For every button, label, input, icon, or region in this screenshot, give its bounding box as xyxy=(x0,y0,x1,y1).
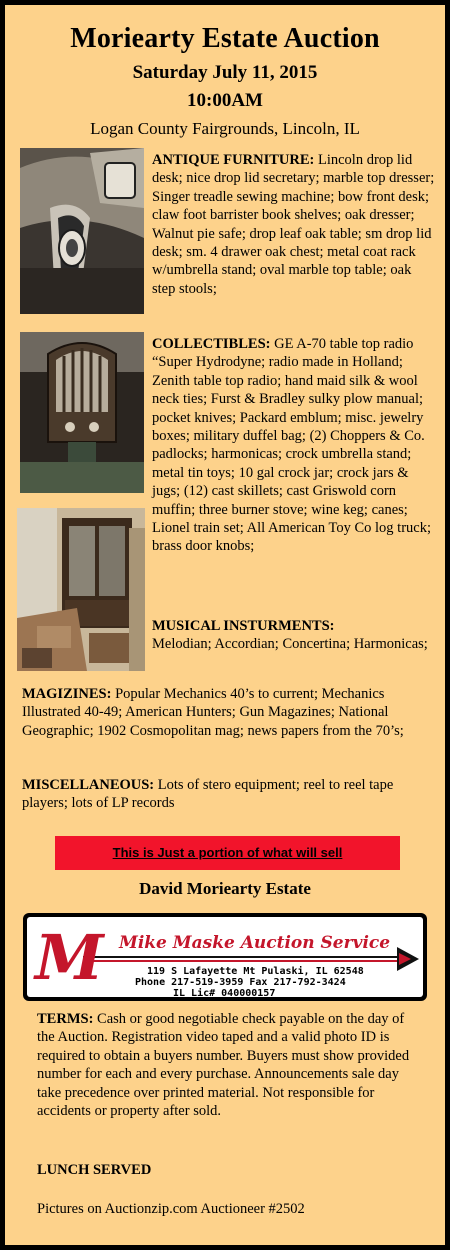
section-text: Melodian; Accordian; Concertina; Harmonicas; xyxy=(152,636,428,653)
antique-furniture-room-photo xyxy=(17,508,145,671)
lunch-notice xyxy=(37,1161,422,1179)
section-text: Lincoln drop lid desk; nice drop lid secretary; marble top dresser; Singer treadle sewing machine; bow front desk; claw foot barrister book shelves; oak dresser; Walnut pie safe; drop leaf oak table; sm drop lid desk; sm. 4 drawer oak chest; metal coat rack w/umbrella stand; oval marble top table; oak step stools; xyxy=(152,152,435,297)
footer-note: Pictures on Auctionzip.com Auctioneer #2502 xyxy=(37,1201,305,1217)
terms-section xyxy=(37,1010,422,1120)
car-hood-ornament-photo xyxy=(20,148,144,314)
section-text: Lots of stero equipment; reel to reel tape players; lots of LP records xyxy=(22,777,394,812)
lunch-label: LUNCH SERVED xyxy=(37,1162,152,1178)
section-label: MUSICAL INSTURMENTS: xyxy=(152,618,335,634)
musical-instruments-section xyxy=(152,617,436,654)
auction-date: Saturday July 11, 2015 xyxy=(132,62,318,83)
estate-name: David Moriearty Estate xyxy=(139,879,311,898)
logo-address: 119 S Lafayette Mt Pulaski, IL 62548 xyxy=(147,966,364,977)
logo-license: IL Lic# 040000157 xyxy=(173,988,276,997)
section-label: COLLECTIBLES: xyxy=(152,336,271,352)
section-text: Popular Mechanics 40’s to current; Mechanics Illustrated 40-49; American Hunters; Gun Magazines; National Geographic; 1902 Cosmopolitan mag; news papers from the 70’s; xyxy=(22,686,404,739)
antique-radio-photo xyxy=(20,332,144,493)
section-label: MISCELLANEOUS: xyxy=(22,777,155,793)
miscellaneous-section xyxy=(22,776,432,813)
section-text: Cash or good negotiable check payable on the day of the Auction. Registration video taped and a valid photo ID is required to obtain a buyers number. Buyers must show provided number for each and every purchase. Announcements sale day take precedence over printed material. Not responsible for accidents or property after sold. xyxy=(37,1011,410,1120)
auctioneer-logo xyxy=(23,913,427,1001)
section-text: GE A-70 table top radio “Super Hydrodyne; radio made in Holland; Zenith table top radio; hand maid silk & wool neck ties; Furst & Bradley sulky plow manual; pocket knives; Packard emblum; misc. jewelry boxes; military duffel bag; (2) Choppers & Co. padlocks; harmonicas; crock umbrella stand; metal tin toys; 10 gal crock jar; crock jars & jugs; (12) cast skillets; cast Griswold corn muffin; three burner stove; wine keg; canes; Lionel train set; All American Toy Co log truck; brass door knobs; xyxy=(152,336,432,555)
section-label: ANTIQUE FURNITURE: xyxy=(152,152,315,168)
auction-flyer xyxy=(5,5,445,1245)
portion-banner: This is Just a portion of what will sell xyxy=(55,836,400,870)
logo-letter: M xyxy=(35,921,104,994)
logo-phones: Phone 217-519-3959 Fax 217-792-3424 xyxy=(135,977,346,988)
magazines-section xyxy=(22,685,432,740)
auction-time: 10:00AM xyxy=(187,90,263,111)
collectibles-section xyxy=(152,335,436,556)
auction-title: Moriearty Estate Auction xyxy=(70,23,380,54)
logo-company-name: Mike Maske Auction Service xyxy=(119,933,391,953)
furniture-section xyxy=(152,151,436,298)
section-label: MAGIZINES: xyxy=(22,686,112,702)
section-label: TERMS: xyxy=(37,1011,94,1027)
auction-location: Logan County Fairgrounds, Lincoln, IL xyxy=(90,119,360,138)
